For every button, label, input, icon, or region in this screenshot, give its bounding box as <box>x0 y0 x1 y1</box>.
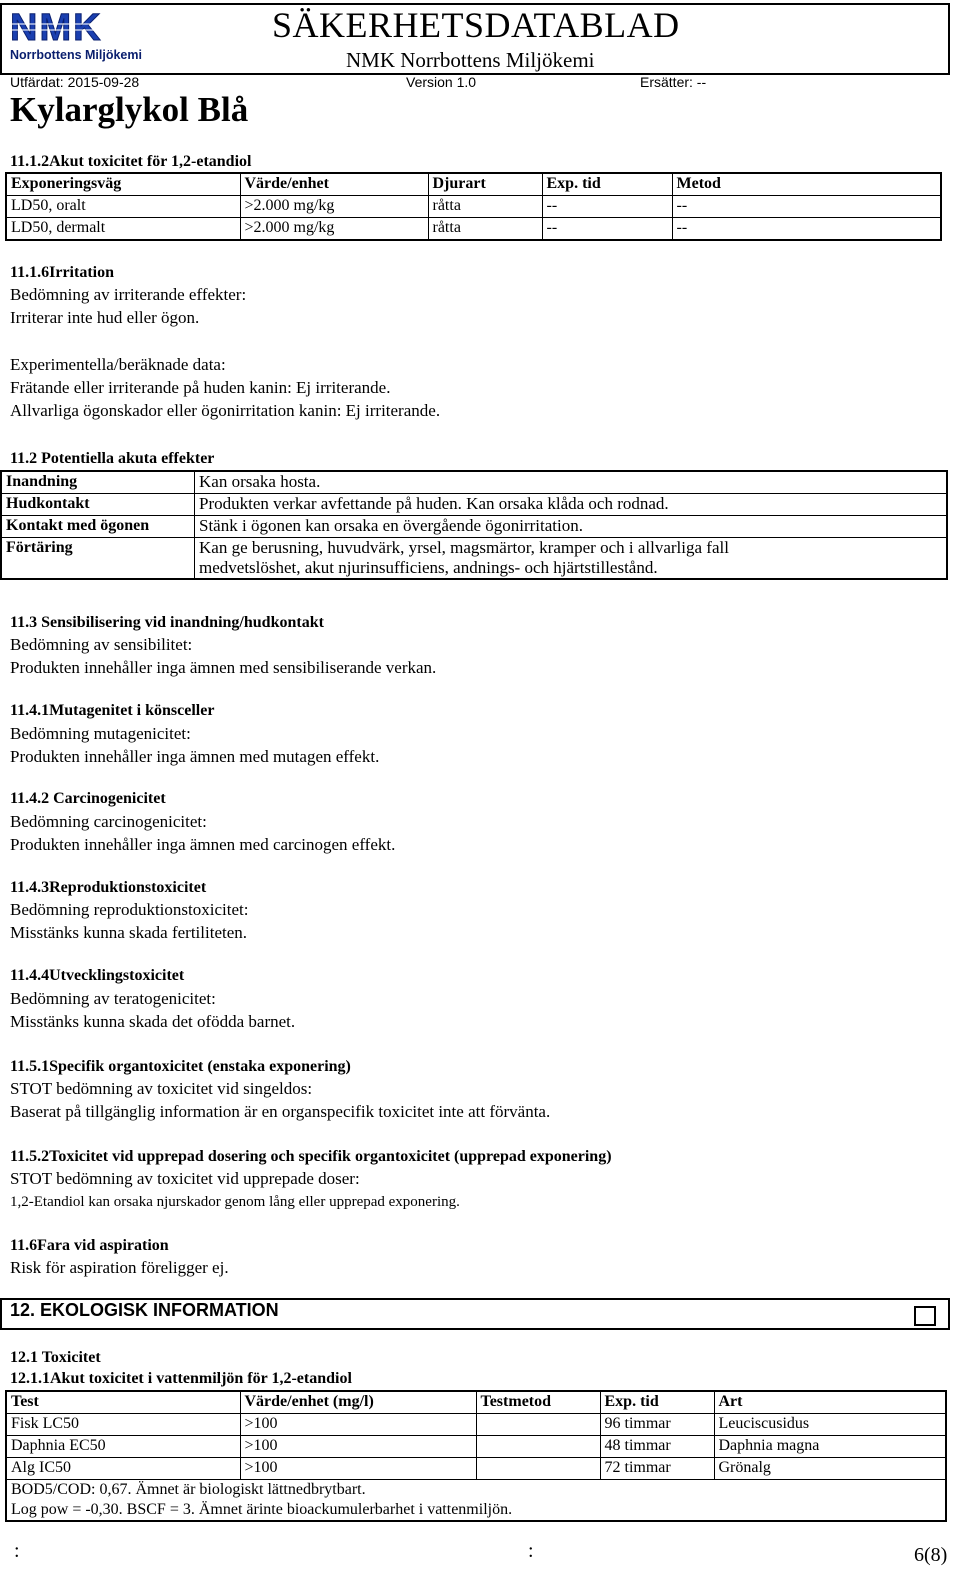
column-header: Exponeringsväg <box>6 173 240 196</box>
product-name: Kylarglykol Blå <box>10 90 249 129</box>
table-cell: >2.000 mg/kg <box>240 218 428 241</box>
body-text: Misstänks kunna skada det ofödda barnet. <box>10 1012 296 1031</box>
svg-text:NMK: NMK <box>10 7 103 49</box>
table-note <box>6 1480 946 1522</box>
body-text: STOT bedömning av toxicitet vid upprepade doser: <box>10 1169 360 1188</box>
body-text: Produkten innehåller inga ämnen med sensibiliserande verkan. <box>10 658 437 677</box>
table-cell: -- <box>672 218 941 241</box>
body-text: Baserat på tillgänglig information är en organspecifik toxicitet inte att förvänta. <box>10 1102 551 1121</box>
table-cell: LD50, dermalt <box>6 218 240 241</box>
column-header: Värde/enhet <box>240 173 428 196</box>
footer-colon: : <box>528 1540 534 1562</box>
body-text: Produkten innehåller inga ämnen med carcinogen effekt. <box>10 835 396 854</box>
table-row <box>6 1458 946 1480</box>
section-heading: 11.2 Potentiella akuta effekter <box>10 450 215 467</box>
version: Version 1.0 <box>406 74 477 90</box>
body-text: Risk för aspiration föreligger ej. <box>10 1258 229 1277</box>
body-text: Bedömning reproduktionstoxicitet: <box>10 900 249 919</box>
body-text: Bedömning av sensibilitet: <box>10 635 193 654</box>
note-line: BOD5/COD: 0,67. Ämnet är biologiskt lättnedbrytbart. <box>11 1481 366 1498</box>
table-header-row <box>6 1391 946 1414</box>
table-cell: råtta <box>428 196 542 218</box>
table-row <box>6 1436 946 1458</box>
effect-route: Förtäring <box>1 538 195 580</box>
section-heading: 11.6Fara vid aspiration <box>10 1237 169 1254</box>
checkbox-icon <box>914 1306 936 1326</box>
body-text: Bedömning mutagenicitet: <box>10 724 191 743</box>
table-cell: >2.000 mg/kg <box>240 196 428 218</box>
table-cell: 96 timmar <box>600 1414 714 1436</box>
column-header: Art <box>714 1391 946 1414</box>
table-cell: -- <box>672 196 941 218</box>
table-cell: Daphnia EC50 <box>6 1436 240 1458</box>
effect-route: Inandning <box>1 471 195 494</box>
issued-date: Utfärdat: 2015-09-28 <box>10 74 140 90</box>
section-12-title: 12. EKOLOGISK INFORMATION <box>10 1300 279 1320</box>
company-name: NMK Norrbottens Miljökemi <box>346 48 595 72</box>
note-line: Log pow = -0,30. BSCF = 3. Ämnet ärinte bioackumulerbarhet i vattenmiljön. <box>11 1501 513 1518</box>
effect-description <box>195 538 948 580</box>
section-heading: 12.1.1Akut toxicitet i vattenmiljön för 1,2-etandiol <box>10 1370 352 1387</box>
table-cell: Daphnia magna <box>714 1436 946 1458</box>
effect-description: Stänk i ögonen kan orsaka en övergående ögonirritation. <box>195 516 948 538</box>
table-cell: Fisk LC50 <box>6 1414 240 1436</box>
effect-line: medvetslöshet, akut njurinsufficiens, andnings- och hjärtstillestånd. <box>199 558 658 577</box>
company-logo <box>8 4 148 66</box>
table-cell: Alg IC50 <box>6 1458 240 1480</box>
table-cell: >100 <box>240 1458 476 1480</box>
body-text: Produkten innehåller inga ämnen med mutagen effekt. <box>10 747 380 766</box>
table-cell: LD50, oralt <box>6 196 240 218</box>
table-cell: råtta <box>428 218 542 241</box>
document-title: SÄKERHETSDATABLAD <box>272 5 680 45</box>
logo-subtitle: Norrbottens Miljökemi <box>10 48 142 62</box>
table-cell <box>476 1436 600 1458</box>
effect-description: Produkten verkar avfettande på huden. Kan orsaka klåda och rodnad. <box>195 494 948 516</box>
body-text: Experimentella/beräknade data: <box>10 355 226 374</box>
table-cell: >100 <box>240 1436 476 1458</box>
body-text: Irriterar inte hud eller ögon. <box>10 308 200 327</box>
replaces: Ersätter: -- <box>640 74 707 90</box>
table-cell <box>476 1458 600 1480</box>
table-row <box>1 494 947 516</box>
table-row <box>6 196 941 218</box>
body-text: Bedömning carcinogenicitet: <box>10 812 207 831</box>
acute-toxicity-table <box>5 172 942 241</box>
body-text: Allvarliga ögonskador eller ögonirritation kanin: Ej irriterande. <box>10 401 441 420</box>
table-cell: -- <box>542 218 672 241</box>
section-heading: 11.3 Sensibilisering vid inandning/hudkontakt <box>10 614 324 631</box>
table-cell <box>476 1414 600 1436</box>
acute-effects-table <box>0 470 948 580</box>
section-heading: 11.5.1Specifik organtoxicitet (enstaka exponering) <box>10 1058 351 1075</box>
body-text: STOT bedömning av toxicitet vid singeldos: <box>10 1079 313 1098</box>
effect-line: Kan ge berusning, huvudvärk, yrsel, magsmärtor, kramper och i allvarliga fall <box>199 538 729 557</box>
table-row <box>1 538 947 580</box>
section-heading: 11.1.2Akut toxicitet för 1,2-etandiol <box>10 153 252 170</box>
column-header: Test <box>6 1391 240 1414</box>
body-text: Bedömning av teratogenicitet: <box>10 989 216 1008</box>
body-text: Bedömning av irriterande effekter: <box>10 285 247 304</box>
table-cell: -- <box>542 196 672 218</box>
table-note-row <box>6 1480 946 1522</box>
section-heading: 11.4.3Reproduktionstoxicitet <box>10 879 207 896</box>
section-heading: 11.4.1Mutagenitet i könsceller <box>10 702 215 719</box>
aquatic-toxicity-table <box>5 1390 947 1522</box>
footer-colon: : <box>14 1540 20 1562</box>
effect-route: Kontakt med ögonen <box>1 516 195 538</box>
table-cell: 72 timmar <box>600 1458 714 1480</box>
column-header: Djurart <box>428 173 542 196</box>
table-header-row <box>6 173 941 196</box>
table-cell: >100 <box>240 1414 476 1436</box>
table-cell: Grönalg <box>714 1458 946 1480</box>
column-header: Testmetod <box>476 1391 600 1414</box>
table-row <box>6 218 941 241</box>
body-text: Frätande eller irriterande på huden kanin: Ej irriterande. <box>10 378 391 397</box>
section-heading: 11.5.2Toxicitet vid upprepad dosering och specifik organtoxicitet (upprepad exponering) <box>10 1148 612 1165</box>
section-heading: 11.4.2 Carcinogenicitet <box>10 790 166 807</box>
body-text: Misstänks kunna skada fertiliteten. <box>10 923 248 942</box>
effect-description: Kan orsaka hosta. <box>195 471 948 494</box>
section-heading: 12.1 Toxicitet <box>10 1349 101 1366</box>
page-number: 6(8) <box>914 1544 948 1566</box>
column-header: Exp. tid <box>542 173 672 196</box>
section-heading: 11.4.4Utvecklingstoxicitet <box>10 967 185 984</box>
column-header: Exp. tid <box>600 1391 714 1414</box>
table-row <box>1 471 947 494</box>
column-header: Metod <box>672 173 941 196</box>
section-heading: 11.1.6Irritation <box>10 264 114 281</box>
effect-route: Hudkontakt <box>1 494 195 516</box>
table-row <box>1 516 947 538</box>
table-row <box>6 1414 946 1436</box>
body-text: 1,2-Etandiol kan orsaka njurskador genom lång eller upprepad exponering. <box>10 1194 460 1210</box>
table-cell: 48 timmar <box>600 1436 714 1458</box>
column-header: Värde/enhet (mg/l) <box>240 1391 476 1414</box>
table-cell: Leuciscusidus <box>714 1414 946 1436</box>
